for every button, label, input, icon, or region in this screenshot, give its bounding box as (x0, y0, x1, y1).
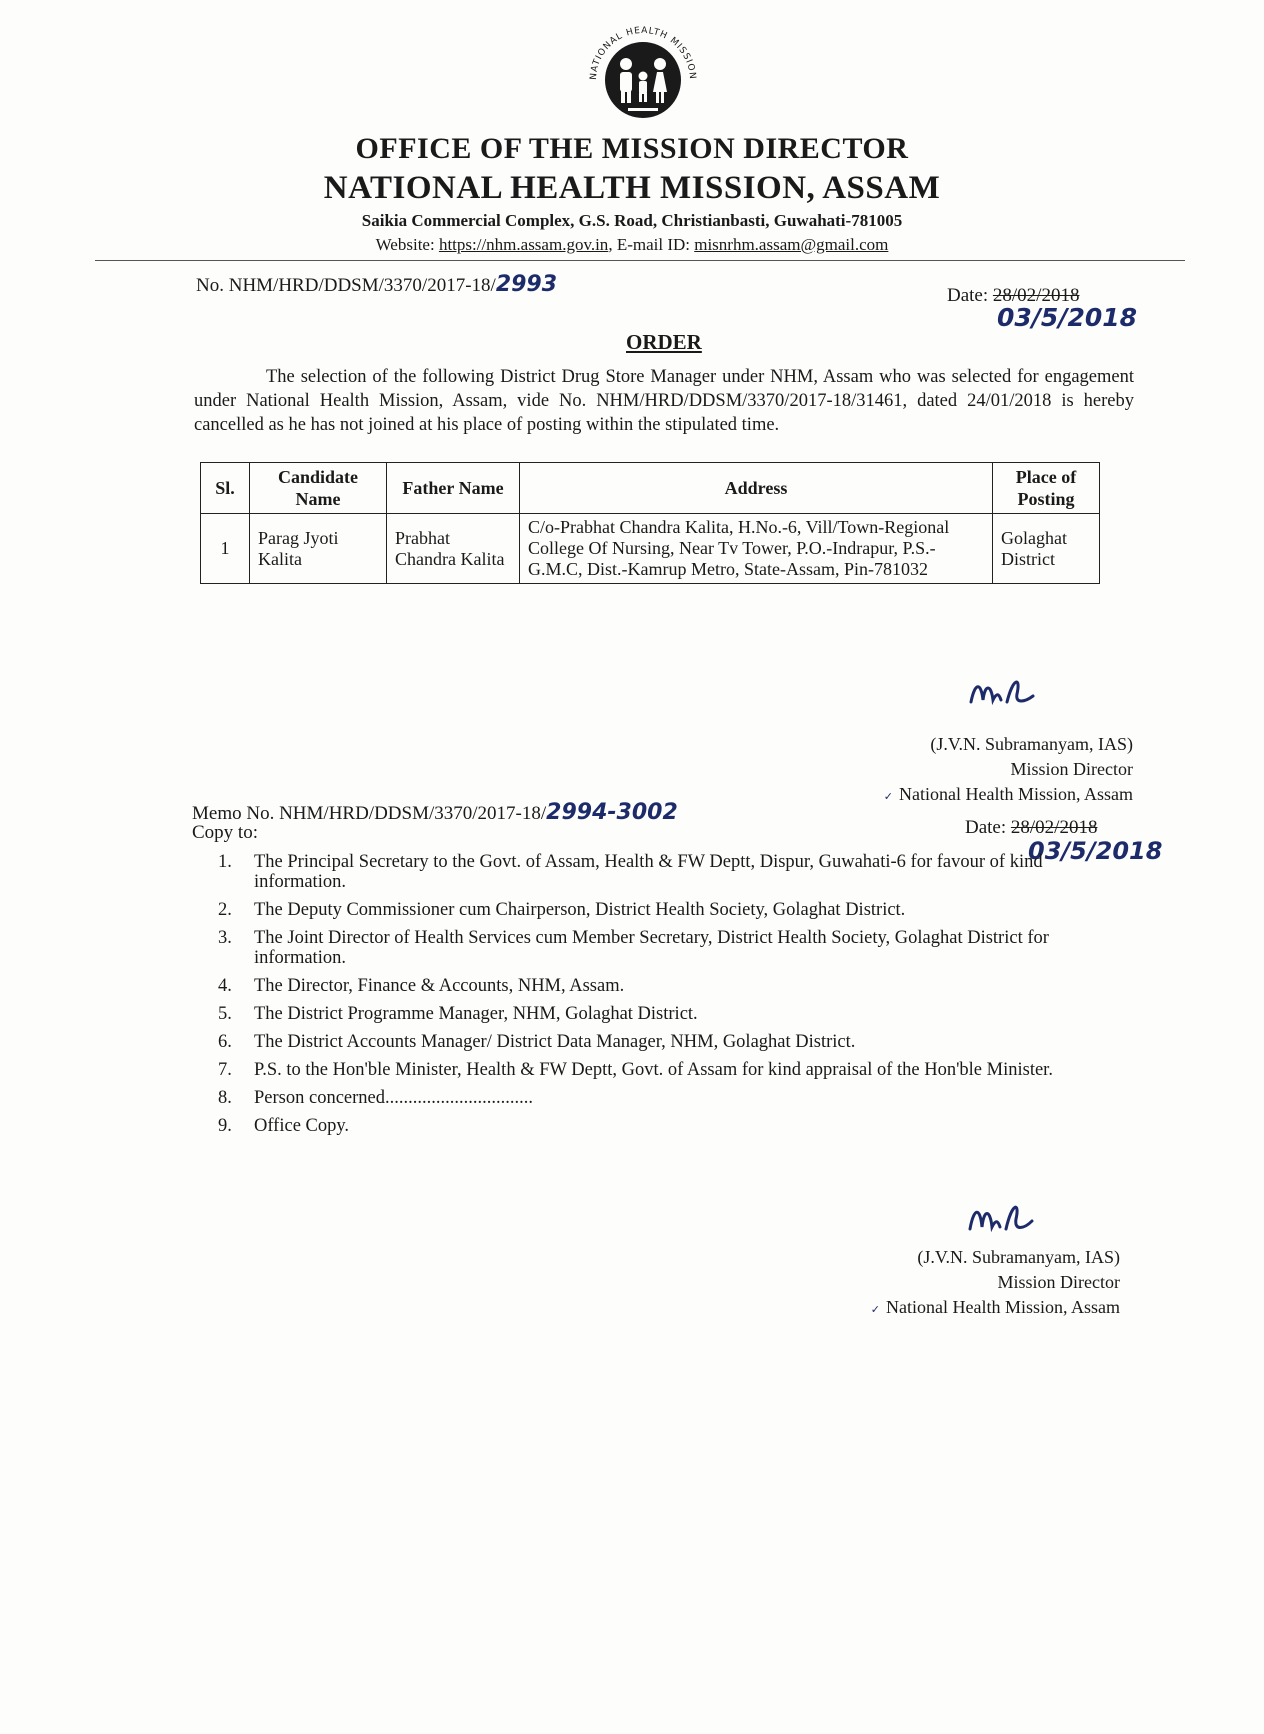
memo-date-handwritten: 03/5/2018 (1028, 837, 1163, 865)
email-label: , E-mail ID: (608, 235, 695, 254)
initial-mark: ✓ (883, 790, 894, 803)
list-item: 6. The District Accounts Manager/ District Data Manager, NHM, Golaghat District. (218, 1032, 856, 1052)
candidate-table (200, 462, 1100, 584)
office-address: Saikia Commercial Complex, G.S. Road, Christianbasti, Guwahati-781005 (361, 211, 903, 230)
list-item: 8. Person concerned................................ (218, 1088, 533, 1108)
col-place-of-posting: Place of Posting (993, 463, 1100, 514)
contact-line (0, 235, 1264, 255)
table-row (201, 514, 1100, 584)
signatory-designation: Mission Director (1010, 759, 1133, 779)
signatory-name: (J.V.N. Subramanyam, IAS) (930, 734, 1133, 754)
order-date-label: Date: (947, 285, 993, 306)
website-link[interactable]: https://nhm.assam.gov.in (438, 235, 609, 254)
website-label: Website: (375, 235, 439, 254)
signature-mark-1 (967, 672, 1037, 722)
list-item: 9. Office Copy. (218, 1116, 350, 1136)
list-item: 2. The Deputy Commissioner cum Chairperson, District Health Society, Golaghat District. (218, 900, 906, 920)
signatory-block-1 (883, 732, 1133, 809)
mission-title: NATIONAL HEALTH MISSION, ASSAM (323, 170, 941, 206)
order-ref-prefix: No. NHM/HRD/DDSM/3370/2017-18/ (196, 275, 496, 296)
copy-to-label: Copy to: (192, 822, 258, 843)
list-item: 1. The Principal Secretary to the Govt. of Assam, Health & FW Deptt, Dispur, Guwahati-6 for favour of kind information. (218, 852, 1043, 892)
signatory-name: (J.V.N. Subramanyam, IAS) (917, 1247, 1120, 1267)
cell-father-name: Prabhat Chandra Kalita (387, 514, 520, 584)
cell-sl: 1 (201, 514, 250, 584)
order-date-struck: 28/02/2018 (992, 285, 1080, 306)
office-title: OFFICE OF THE MISSION DIRECTOR (355, 132, 909, 165)
order-ref-handwritten: 2993 (495, 272, 558, 297)
signatory-designation: Mission Director (997, 1272, 1120, 1292)
memo-date-struck: 28/02/2018 (1010, 817, 1098, 838)
memo-prefix: Memo No. NHM/HRD/DDSM/3370/2017-18/ (192, 803, 547, 824)
memo-date-label: Date: (965, 817, 1011, 838)
table-header-row (201, 463, 1100, 514)
email-link[interactable]: misnrhm.assam@gmail.com (694, 235, 889, 254)
signature-mark-2 (966, 1195, 1036, 1249)
cell-place-of-posting: Golaghat District (993, 514, 1100, 584)
col-father-name: Father Name (387, 463, 520, 514)
order-heading: ORDER (626, 330, 702, 354)
list-item: 3. The Joint Director of Health Services cum Member Secretary, District Health Society, Golaghat District for information. (218, 928, 1049, 968)
order-body (194, 365, 1134, 437)
col-sl: Sl. (201, 463, 250, 514)
memo-date (965, 817, 1097, 839)
order-reference (196, 272, 557, 297)
order-body-text: The selection of the following District Drug Store Manager under NHM, Assam who was selected for engagement under National Health Mission, Assam, vide No. NHM/HRD/DDSM/3370/2017-18/31461, dated 24/01/2018 is hereby cancelled as he has not joined at his place of posting within the stipulated time. (194, 367, 1134, 435)
memo-handwritten: 2994-3002 (546, 800, 678, 825)
header-divider (95, 260, 1185, 261)
svg-text:NATIONAL HEALTH MISSION: NATIONAL HEALTH MISSION (588, 25, 698, 81)
col-candidate-name: Candidate Name (250, 463, 387, 514)
list-item: 7. P.S. to the Hon'ble Minister, Health & FW Deptt, Govt. of Assam for kind appraisal of the Hon'ble Minister. (218, 1060, 1053, 1080)
list-item: 4. The Director, Finance & Accounts, NHM, Assam. (218, 976, 625, 996)
signatory-organisation: ✓ National Health Mission, Assam (883, 784, 1133, 804)
memo-reference (192, 800, 678, 825)
order-date-handwritten: 03/5/2018 (997, 303, 1138, 332)
signatory-block-2 (870, 1245, 1120, 1322)
copy-list (218, 852, 1138, 1144)
cell-candidate-name: Parag Jyoti Kalita (250, 514, 387, 584)
list-item: 5. The District Programme Manager, NHM, Golaghat District. (218, 1004, 698, 1024)
nhm-logo (574, 18, 712, 136)
signatory-organisation: ✓ National Health Mission, Assam (870, 1297, 1120, 1317)
cell-address: C/o-Prabhat Chandra Kalita, H.No.-6, Vill/Town-Regional College Of Nursing, Near Tv Tower, P.O.-Indrapur, P.S.-G.M.C, Dist.-Kamrup Metro, State-Assam, Pin-781032 (520, 514, 993, 584)
initial-mark: ✓ (870, 1303, 881, 1316)
col-address: Address (520, 463, 993, 514)
